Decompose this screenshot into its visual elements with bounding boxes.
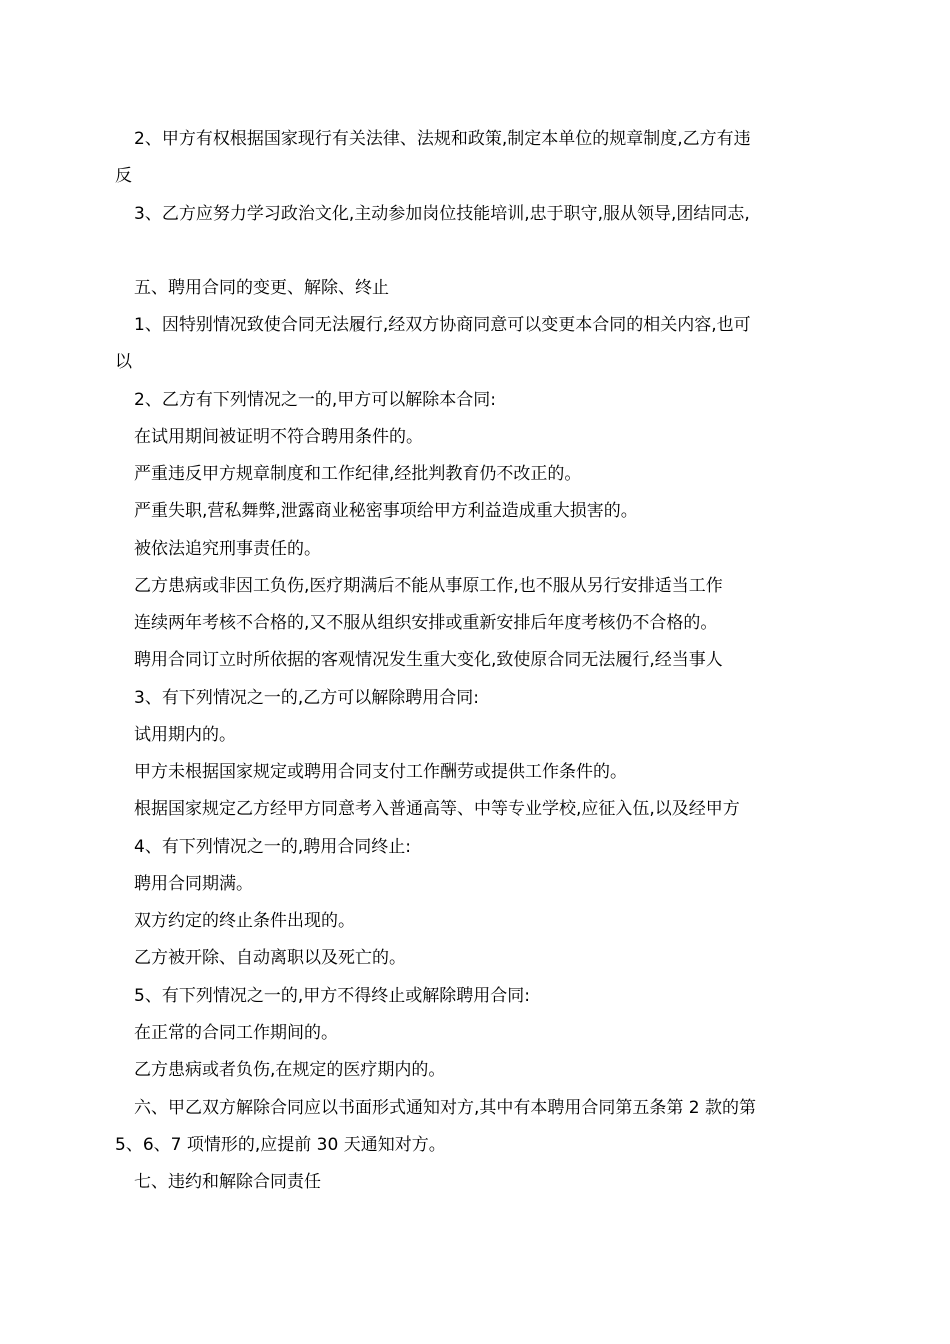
list-item: 被依法追究刑事责任的。 — [134, 539, 321, 559]
list-item: 严重失职,营私舞弊,泄露商业秘密事项给甲方利益造成重大损害的。 — [134, 501, 638, 521]
list-item: 试用期内的。 — [134, 725, 236, 745]
paragraph-line: 5、6、7 项情形的,应提前 30 天通知对方。 — [115, 1135, 446, 1155]
paragraph-line: 3、有下列情况之一的,乙方可以解除聘用合同: — [134, 688, 479, 708]
list-item: 乙方患病或者负伤,在规定的医疗期内的。 — [134, 1060, 446, 1080]
section-heading: 七、违约和解除合同责任 — [134, 1172, 321, 1192]
list-item: 严重违反甲方规章制度和工作纪律,经批判教育仍不改正的。 — [134, 464, 582, 484]
list-item: 甲方未根据国家规定或聘用合同支付工作酬劳或提供工作条件的。 — [134, 762, 627, 782]
paragraph-line: 4、有下列情况之一的,聘用合同终止: — [134, 837, 411, 857]
list-item: 聘用合同期满。 — [134, 874, 253, 894]
list-item: 连续两年考核不合格的,又不服从组织安排或重新安排后年度考核仍不合格的。 — [134, 613, 718, 633]
list-item: 乙方患病或非因工负伤,医疗期满后不能从事原工作,也不服从另行安排适当工作 — [134, 576, 723, 596]
list-item: 在正常的合同工作期间的。 — [134, 1023, 338, 1043]
section-heading: 五、聘用合同的变更、解除、终止 — [134, 278, 389, 298]
paragraph-line: 以 — [115, 352, 132, 372]
paragraph-line: 六、甲乙双方解除合同应以书面形式通知对方,其中有本聘用合同第五条第 2 款的第 — [134, 1098, 757, 1118]
paragraph-line: 3、乙方应努力学习政治文化,主动参加岗位技能培训,忠于职守,服从领导,团结同志, — [134, 204, 750, 224]
list-item: 根据国家规定乙方经甲方同意考入普通高等、中等专业学校,应征入伍,以及经甲方 — [134, 799, 740, 819]
list-item: 聘用合同订立时所依据的客观情况发生重大变化,致使原合同无法履行,经当事人 — [134, 650, 723, 670]
paragraph-line: 5、有下列情况之一的,甲方不得终止或解除聘用合同: — [134, 986, 530, 1006]
paragraph-line: 2、甲方有权根据国家现行有关法律、法规和政策,制定本单位的规章制度,乙方有违 — [134, 129, 751, 149]
paragraph-line: 2、乙方有下列情况之一的,甲方可以解除本合同: — [134, 390, 496, 410]
list-item: 乙方被开除、自动离职以及死亡的。 — [134, 948, 406, 968]
paragraph-line: 1、因特别情况致使合同无法履行,经双方协商同意可以变更本合同的相关内容,也可 — [134, 315, 751, 335]
paragraph-line: 反 — [115, 166, 132, 186]
list-item: 在试用期间被证明不符合聘用条件的。 — [134, 427, 423, 447]
list-item: 双方约定的终止条件出现的。 — [134, 911, 355, 931]
